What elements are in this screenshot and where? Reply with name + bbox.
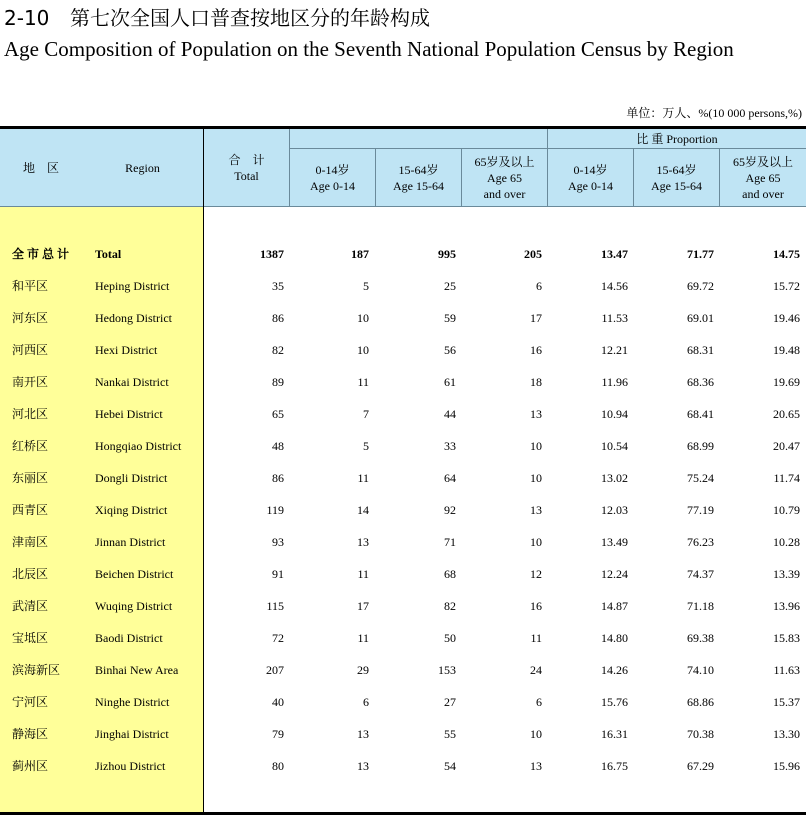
cell-count-65: 17 [530,311,542,325]
data-table [0,126,806,815]
cell-count-0-14: 5 [363,439,369,453]
cell-region-en: Ninghe District [95,695,170,709]
cell-count-65: 13 [530,407,542,421]
cell-prop-0-14: 12.21 [601,343,628,357]
cell-count-15-64: 25 [444,279,456,293]
header-region-cn-label: 地 区 [22,160,59,175]
cell-count-15-64: 92 [444,503,456,517]
cell-prop-15-64: 68.99 [687,439,714,453]
header-prop-0-14 [548,149,634,207]
cell-total: 65 [272,407,284,421]
cell-region-en: Xiqing District [95,503,168,517]
cell-prop-65: 19.46 [773,311,800,325]
cell-count-15-64: 82 [444,599,456,613]
header-prop-65-en2: and over [742,186,784,201]
cell-region-cn: 武清区 [12,599,49,613]
cell-total: 115 [266,599,284,613]
cell-prop-0-14: 14.87 [601,599,628,613]
cell-region-en: Hedong District [95,311,172,325]
cell-total: 86 [272,311,284,325]
cell-prop-65: 19.69 [773,375,800,389]
cell-prop-65: 11.63 [773,663,800,677]
cell-prop-0-14: 13.49 [601,535,628,549]
cell-count-0-14: 13 [357,759,369,773]
cell-count-65: 10 [530,727,542,741]
cell-count-65: 16 [530,599,542,613]
cell-prop-65: 10.28 [773,535,800,549]
cell-total: 48 [272,439,284,453]
cell-count-0-14: 11 [357,567,369,581]
cell-count-65: 11 [530,631,542,645]
cell-prop-0-14: 10.54 [601,439,628,453]
cell-region-en: Wuqing District [95,599,173,613]
cell-count-0-14: 6 [363,695,369,709]
cell-region-cn: 北辰区 [12,567,49,581]
cell-region-en: Nankai District [95,375,169,389]
cell-region-cn: 河东区 [12,311,49,325]
cell-region-cn: 东丽区 [12,471,49,485]
cell-prop-15-64: 68.31 [687,343,714,357]
cell-prop-0-14: 11.96 [601,375,628,389]
table-row [0,334,806,366]
header-count-15-64 [376,149,462,207]
cell-region-en: Beichen District [95,567,174,581]
cell-count-15-64: 56 [444,343,456,357]
cell-prop-15-64: 71.18 [687,599,714,613]
cell-prop-15-64: 69.72 [687,279,714,293]
cell-prop-65: 15.37 [773,695,800,709]
cell-prop-15-64: 68.36 [687,375,714,389]
table-row [0,430,806,462]
cell-prop-15-64: 74.37 [687,567,714,581]
cell-count-0-14: 5 [363,279,369,293]
header-proportion-label: 比 重 Proportion [636,131,718,146]
title-cn-text: 第七次全国人口普查按地区分的年龄构成 [70,6,430,30]
cell-prop-65: 19.48 [773,343,800,357]
cell-count-65: 6 [536,279,542,293]
header-count-blank [290,129,548,149]
cell-prop-65: 20.65 [773,407,800,421]
cell-prop-15-64: 68.86 [687,695,714,709]
cell-count-65: 10 [530,471,542,485]
cell-total: 91 [272,567,284,581]
table-row [0,302,806,334]
cell-count-65: 10 [530,535,542,549]
table-number: 2-10 [4,6,50,30]
cell-region-cn: 红桥区 [12,439,49,453]
cell-count-15-64: 153 [438,663,456,677]
cell-count-15-64: 44 [444,407,456,421]
header-proportion [548,129,806,149]
cell-prop-0-14: 10.94 [601,407,628,421]
cell-count-65: 205 [524,247,542,261]
cell-prop-0-14: 16.31 [601,727,628,741]
cell-prop-15-64: 71.77 [687,247,714,261]
header-prop-15-64 [634,149,720,207]
header-prop-65-en1: Age 65 [745,170,781,185]
cell-count-0-14: 7 [363,407,369,421]
cell-count-65: 18 [530,375,542,389]
header-region-en-label: Region [125,160,160,175]
cell-prop-65: 15.72 [773,279,800,293]
page-title-cn [4,4,430,32]
header-prop-15-64-en: Age 15-64 [651,178,702,193]
cell-count-0-14: 29 [357,663,369,677]
cell-count-0-14: 11 [357,471,369,485]
cell-count-0-14: 13 [357,535,369,549]
cell-count-65: 6 [536,695,542,709]
cell-count-65: 24 [530,663,542,677]
header-total [204,129,290,207]
cell-count-65: 13 [530,759,542,773]
cell-count-15-64: 27 [444,695,456,709]
cell-prop-65: 13.39 [773,567,800,581]
cell-region-cn: 河西区 [12,343,49,357]
table-row [0,494,806,526]
cell-count-65: 10 [530,439,542,453]
cell-count-65: 16 [530,343,542,357]
cell-region-cn: 宝坻区 [12,631,49,645]
cell-count-15-64: 64 [444,471,456,485]
header-count-15-64-cn: 15-64岁 [398,162,439,177]
header-count-65 [462,149,548,207]
cell-count-15-64: 61 [444,375,456,389]
table-row [0,270,806,302]
cell-total: 80 [272,759,284,773]
cell-region-en: Hexi District [95,343,158,357]
table-row [0,398,806,430]
cell-prop-0-14: 13.02 [601,471,628,485]
cell-count-0-14: 10 [357,311,369,325]
cell-region-cn: 津南区 [12,535,49,549]
cell-count-0-14: 11 [357,631,369,645]
cell-prop-0-14: 12.24 [601,567,628,581]
cell-count-15-64: 55 [444,727,456,741]
cell-total: 86 [272,471,284,485]
cell-total: 1387 [260,247,284,261]
cell-count-15-64: 33 [444,439,456,453]
header-count-0-14-en: Age 0-14 [310,178,355,193]
table-top-rule [0,126,806,129]
table-row [0,526,806,558]
cell-prop-15-64: 77.19 [687,503,714,517]
header-region-en [82,129,203,207]
cell-region-cn: 南开区 [12,375,49,389]
header-count-65-en1: Age 65 [487,170,522,185]
cell-prop-0-14: 14.26 [601,663,628,677]
page-title-en: Age Composition of Population on the Seventh National Population Census by Region [4,37,734,61]
cell-prop-15-64: 70.38 [687,727,714,741]
unit-note: 单位：万人、%(10 000 persons,%) [626,106,802,120]
cell-prop-65: 20.47 [773,439,800,453]
cell-region-en: Baodi District [95,631,163,645]
cell-region-en: Dongli District [95,471,168,485]
cell-prop-15-64: 76.23 [687,535,714,549]
cell-total: 93 [272,535,284,549]
table-row-total [0,238,806,270]
header-total-en: Total [234,168,259,183]
cell-region-cn: 宁河区 [12,695,49,709]
cell-count-15-64: 68 [444,567,456,581]
cell-count-15-64: 54 [444,759,456,773]
cell-region-cn: 河北区 [12,407,49,421]
header-region-cn [0,129,82,207]
cell-prop-15-64: 74.10 [687,663,714,677]
cell-total: 82 [272,343,284,357]
cell-count-15-64: 71 [444,535,456,549]
cell-prop-65: 13.30 [773,727,800,741]
cell-count-15-64: 59 [444,311,456,325]
cell-prop-15-64: 69.38 [687,631,714,645]
table-row [0,718,806,750]
header-prop-15-64-cn: 15-64岁 [656,162,697,177]
cell-total: 89 [272,375,284,389]
header-prop-65 [720,149,806,207]
cell-prop-0-14: 14.80 [601,631,628,645]
header-prop-0-14-cn: 0-14岁 [573,162,608,177]
cell-count-65: 13 [530,503,542,517]
cell-region-en: Binhai New Area [95,663,179,677]
header-prop-0-14-en: Age 0-14 [568,178,613,193]
cell-count-0-14: 17 [357,599,369,613]
cell-count-15-64: 50 [444,631,456,645]
header-count-0-14 [290,149,376,207]
cell-prop-15-64: 75.24 [687,471,714,485]
cell-region-en: Jizhou District [95,759,166,773]
cell-prop-0-14: 13.47 [601,247,628,261]
header-prop-65-cn: 65岁及以上 [732,154,793,169]
cell-prop-65: 11.74 [773,471,800,485]
cell-region-en: Heping District [95,279,170,293]
cell-prop-65: 13.96 [773,599,800,613]
cell-region-en: Hongqiao District [95,439,182,453]
header-count-65-en2: and over [483,186,526,201]
table-row [0,654,806,686]
cell-region-cn: 全市总计 [12,247,73,261]
cell-region-en: Total [95,247,122,261]
cell-count-0-14: 187 [351,247,369,261]
cell-count-0-14: 11 [357,375,369,389]
table-row [0,686,806,718]
cell-total: 35 [272,279,284,293]
header-count-65-cn: 65岁及以上 [474,154,535,169]
cell-prop-0-14: 16.75 [601,759,628,773]
cell-prop-65: 15.83 [773,631,800,645]
table-row [0,366,806,398]
cell-total: 72 [272,631,284,645]
cell-region-en: Jinghai District [95,727,169,741]
cell-prop-15-64: 69.01 [687,311,714,325]
cell-total: 119 [266,503,284,517]
table-row [0,622,806,654]
cell-region-en: Jinnan District [95,535,166,549]
table-row [0,462,806,494]
cell-total: 207 [266,663,284,677]
cell-region-en: Hebei District [95,407,163,421]
cell-prop-0-14: 11.53 [601,311,628,325]
cell-count-0-14: 13 [357,727,369,741]
cell-total: 79 [272,727,284,741]
table-row [0,750,806,782]
cell-region-cn: 静海区 [12,727,49,741]
header-total-cn: 合 计 [228,152,265,167]
header-count-15-64-en: Age 15-64 [393,178,444,193]
cell-prop-0-14: 15.76 [601,695,628,709]
cell-region-cn: 和平区 [12,279,49,293]
cell-region-cn: 滨海新区 [12,663,61,677]
cell-prop-65: 14.75 [773,247,800,261]
table-row [0,590,806,622]
table-row [0,558,806,590]
cell-prop-0-14: 14.56 [601,279,628,293]
cell-prop-65: 10.79 [773,503,800,517]
cell-count-15-64: 995 [438,247,456,261]
cell-count-0-14: 10 [357,343,369,357]
cell-region-cn: 西青区 [12,503,49,517]
header-count-0-14-cn: 0-14岁 [315,162,350,177]
cell-total: 40 [272,695,284,709]
cell-region-cn: 蓟州区 [12,759,49,773]
cell-prop-65: 15.96 [773,759,800,773]
cell-count-0-14: 14 [357,503,369,517]
cell-prop-15-64: 68.41 [687,407,714,421]
cell-prop-0-14: 12.03 [601,503,628,517]
cell-count-65: 12 [530,567,542,581]
cell-prop-15-64: 67.29 [687,759,714,773]
